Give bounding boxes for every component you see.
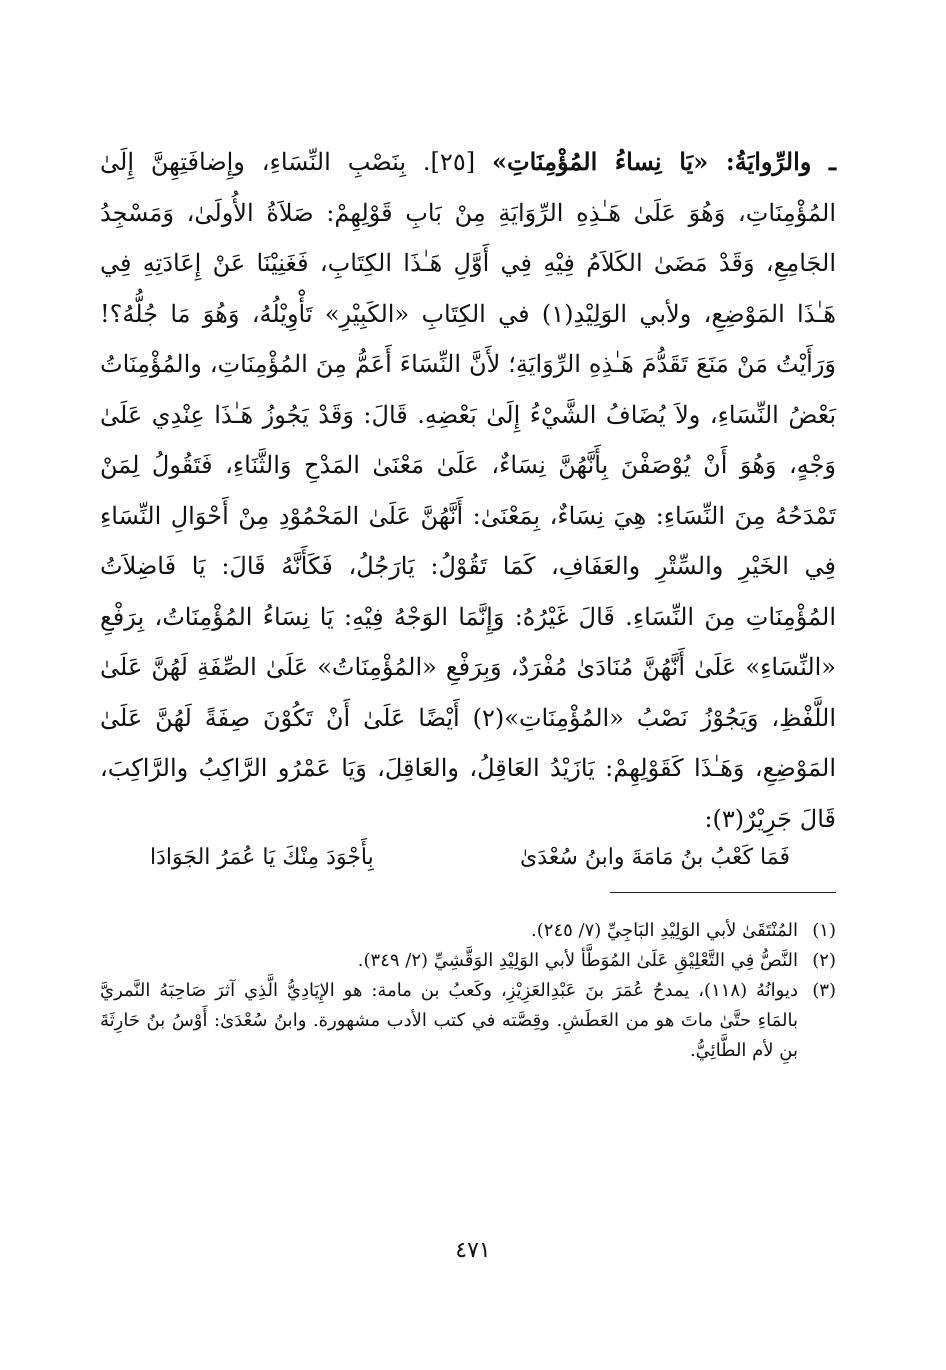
footnote-divider [610, 892, 836, 893]
verse-second-hemistich: بِأَجْوَدَ مِنْكَ يَا عُمَرُ الجَوَادَا [150, 845, 374, 870]
footnote-text: المُنْتَقَىٰ لأبي الوَلِيْدِ البَاجِيِّ (٧/ ٢٤٥). [531, 920, 798, 941]
verse-first-hemistich: فَمَا كَعْبُ بنُ مَامَةَ وابنُ سُعْدَىٰ [520, 845, 790, 870]
quoted-reading: ـ والرِّوايَةُ: «يَا نِساءُ المُؤْمِنَاتِ» [492, 147, 836, 176]
footnotes [100, 916, 836, 1066]
footnote-item [100, 916, 836, 946]
poetry-verse [150, 842, 790, 874]
main-paragraph [100, 137, 836, 844]
page-number: ٤٧١ [455, 1238, 491, 1263]
footnote-number: (٣) [812, 980, 836, 1001]
commentary-text: . بِنَصْبِ النِّسَاءِ، وإِضافَتِهِنَّ إِلَىٰ المُؤْمِنَاتِ، وَهُوَ عَلَىٰ هَـٰذِهِ الرِّوَايَةِ مِنْ بَابِ قَوْلِهِمْ: صَلاَةُ الأُولَىٰ، وَمَسْجِدُ الجَامِعِ، وَقَدْ مَضَىٰ الكَلاَمُ فِيْهِ فِي أَوَّلِ هَـٰذَا الكِتَابِ، فَغَنِيْنَا عَنْ إِعَادَتِهِ فِي هَـٰذَا المَوْضِعِ، ولأبي الوَلِيْدِ(١) في الكِتَابِ «الكَبِيْرِ» تَأْوِيْلُهُ، وَهُوَ مَا جُلُّهُ؟! وَرَأَيْتُ مَنْ مَنَعَ تَقَدُّمَ هَـٰذِهِ الرِّوَايَةِ؛ لأَنَّ النِّسَاءَ أَعَمُّ مِنَ المُؤْمِنَاتِ، والمُؤْمِنَاتُ بَعْضُ النِّسَاءِ، ولاَ يُضَافُ الشَّيْءُ إِلَىٰ بَعْضِهِ. قَالَ: وَقَدْ يَجُوزُ هَـٰذَا عِنْدِي عَلَىٰ وَجْهٍ، وَهُوَ أَنْ يُوْصَفْنَ بِأَنَّهُنَّ نِسَاءٌ، عَلَىٰ مَعْنَىٰ المَدْحِ وَالثَّنَاءِ، فَتَقُولُ لِمَنْ تَمْدَحُهُ مِنَ النِّسَاءِ: هِيَ نِسَاءٌ، بِمَعْنَىٰ: أَنَّهُنَّ عَلَىٰ المَحْمُوْدِ مِنْ أَحْوَالِ النِّسَاءِ فِي الخَيْرِ والسِّتْرِ والعَفَافِ، كَمَا تَقُوْلُ: يَارَجُلُ، فَكَأَنَّهُ قَالَ: يَا فَاضِلاَتُ المُؤْمِنَاتِ مِنَ النِّسَاءِ. قَالَ غَيْرُهُ: وَإِنَّمَا الوَجْهُ فِيْهِ: يَا نِسَاءُ المُؤْمِنَاتُ، بِرَفْعِ «النِّسَاءِ» عَلَىٰ أَنَّهُنَّ مُنَادَىٰ مُفْرَدٌ، وَبِرَفْعِ «المُؤْمِنَاتُ» عَلَىٰ الصِّفَةِ لَهُنَّ عَلَىٰ اللَّفْظِ، وَيَجُوْزُ نَصْبُ «المُؤْمِنَاتِ»(٢) أَيْضًا عَلَىٰ أَنْ تَكُوْنَ صِفَةً لَهُنَّ عَلَىٰ المَوْضِعِ، وَهَـٰذَا كَقَوْلِهِمْ: يَازَيْدُ العَاقِلُ، والعَاقِلَ، وَيَا عَمْرُو الرَّاكِبُ والرَّاكِبَ، قَالَ جَرِيْرٌ(٣): [100, 148, 837, 833]
footnote-number: (٢) [812, 950, 836, 971]
footnote-item [100, 946, 836, 976]
verse-reference: [٢٥] [430, 148, 476, 176]
footnote-text: النَّصُّ فِي التَّعْلِيْقِ عَلَىٰ المُوَطَّأ لأبي الوَلِيْدِ الوَقَّشِيِّ (٢/ ٣٤٩). [357, 950, 798, 971]
footnote-item [100, 976, 836, 1066]
footnote-text: ديوانُهُ (١١٨)، يمدحُ عُمَرَ بنَ عَبْدِالعَزِيْزِ، وكَعبُ بن مامة: هو الإِيَادِيُّ الَّذِي آثرَ صَاحِبَهُ النَّمريَّ بالمَاءِ حتَّىٰ ماتَ هو من العَطَشِ. وقِصَّته في كتب الأدب مشهورة. وابنُ سُعْدَىٰ: أَوْسُ بنُ حَارِثَةَ بنِ لأم الطَّائِيُّ. [100, 980, 799, 1061]
footnote-number: (١) [812, 920, 836, 941]
